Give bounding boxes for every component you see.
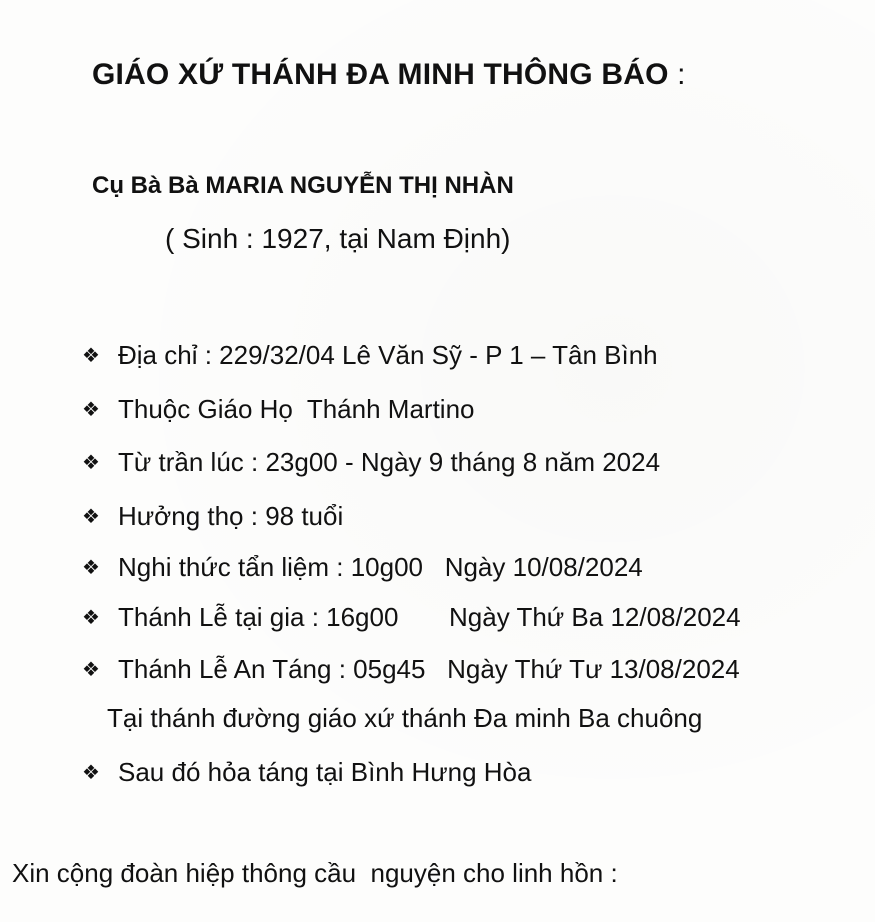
deceased-name [92,172,514,200]
detail-text: Thuộc Giáo Họ Thánh Martino [118,394,475,424]
detail-text: Sau đó hỏa táng tại Bình Hưng Hòa [118,757,532,787]
detail-age [82,501,343,532]
detail-death-time [82,447,660,478]
detail-shrouding [82,552,643,583]
detail-address [82,340,658,371]
detail-parish-group [82,394,474,425]
diamond-bullet-icon: ❖ [82,399,100,421]
title-colon: : [668,58,686,91]
detail-home-mass [82,602,741,633]
diamond-bullet-icon: ❖ [82,557,100,579]
deceased-prefix: Cụ Bà Bà [92,172,199,199]
detail-cremation [82,757,531,788]
detail-text: Địa chỉ : 229/32/04 Lê Văn Sỹ - P 1 – Tân Bình [118,340,658,370]
detail-funeral-mass [82,654,740,685]
diamond-bullet-icon: ❖ [82,345,100,367]
prayer-request: Xin cộng đoàn hiệp thông cầu nguyện cho linh hồn : [12,858,618,888]
diamond-bullet-icon: ❖ [82,659,100,681]
detail-text: Thánh Lễ An Táng : 05g45 Ngày Thứ Tư 13/08/2024 [118,654,740,684]
diamond-bullet-icon: ❖ [82,762,100,784]
diamond-bullet-icon: ❖ [82,452,100,474]
funeral-location: Tại thánh đường giáo xứ thánh Đa minh Ba chuông [107,703,703,733]
detail-text: Từ trần lúc : 23g00 - Ngày 9 tháng 8 năm 2024 [118,447,661,477]
diamond-bullet-icon: ❖ [82,506,100,528]
diamond-bullet-icon: ❖ [82,607,100,629]
detail-text: Nghi thức tẩn liệm : 10g00 Ngày 10/08/2024 [118,552,643,582]
detail-text: Hưởng thọ : 98 tuổi [118,501,344,531]
title-text: GIÁO XỨ THÁNH ĐA MINH THÔNG BÁO [92,58,669,91]
birth-info: ( Sinh : 1927, tại Nam Định) [165,223,511,254]
detail-text: Thánh Lễ tại gia : 16g00 Ngày Thứ Ba 12/08/2024 [118,602,741,632]
notice-title [92,58,686,92]
deceased-fullname: MARIA NGUYỄN THỊ NHÀN [205,172,514,199]
